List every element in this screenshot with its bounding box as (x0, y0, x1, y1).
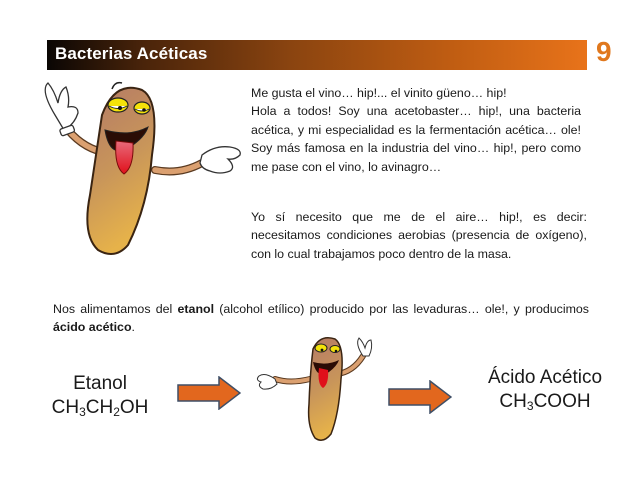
bacteria-mascot-icon (30, 75, 250, 265)
speech-paragraph-1: Hola a todos! Soy una acetobaster… hip!, una bacteria acética, y mi especialidad es la fermentación acética… ole! Soy más famosa en la industria del vino… hip!, pero como me pase con el vino, lo avinagro… (251, 104, 581, 174)
speech-text-block (251, 84, 581, 176)
right-arrow-icon (177, 376, 241, 410)
etanol-keyword: etanol (177, 302, 215, 316)
page-number: 9 (596, 36, 612, 67)
reactant-formula: $CH_3CH_2OH$ (51, 397, 149, 419)
product-label (460, 366, 630, 418)
acido-keyword: ácido acético (53, 320, 132, 335)
reactant-label (30, 372, 170, 424)
product-name: Ácido Acético (487, 367, 603, 388)
speech-paragraph-2: Yo sí necesito que me de el aire… hip!, es decir: necesitamos condiciones aerobias (presencia de oxígeno), con lo cual trabajamos poco dentro de la masa. (251, 210, 587, 261)
title-bar (47, 40, 587, 70)
bacteria-mascot-icon (255, 334, 385, 444)
product-formula: $CH_3COOH$ (499, 391, 591, 413)
summary-text: Nos alimentamos del etanol (alcohol etílico) producido por las levaduras… ole!, y producimos ácido acético. (53, 302, 589, 335)
reactant-name: Etanol (73, 373, 127, 394)
right-arrow-icon (388, 380, 452, 414)
page-title: Bacterias Acéticas (55, 44, 208, 63)
speech-line-1: Me gusta el vino… hip!... el vinito güeno… hip! (251, 86, 507, 100)
